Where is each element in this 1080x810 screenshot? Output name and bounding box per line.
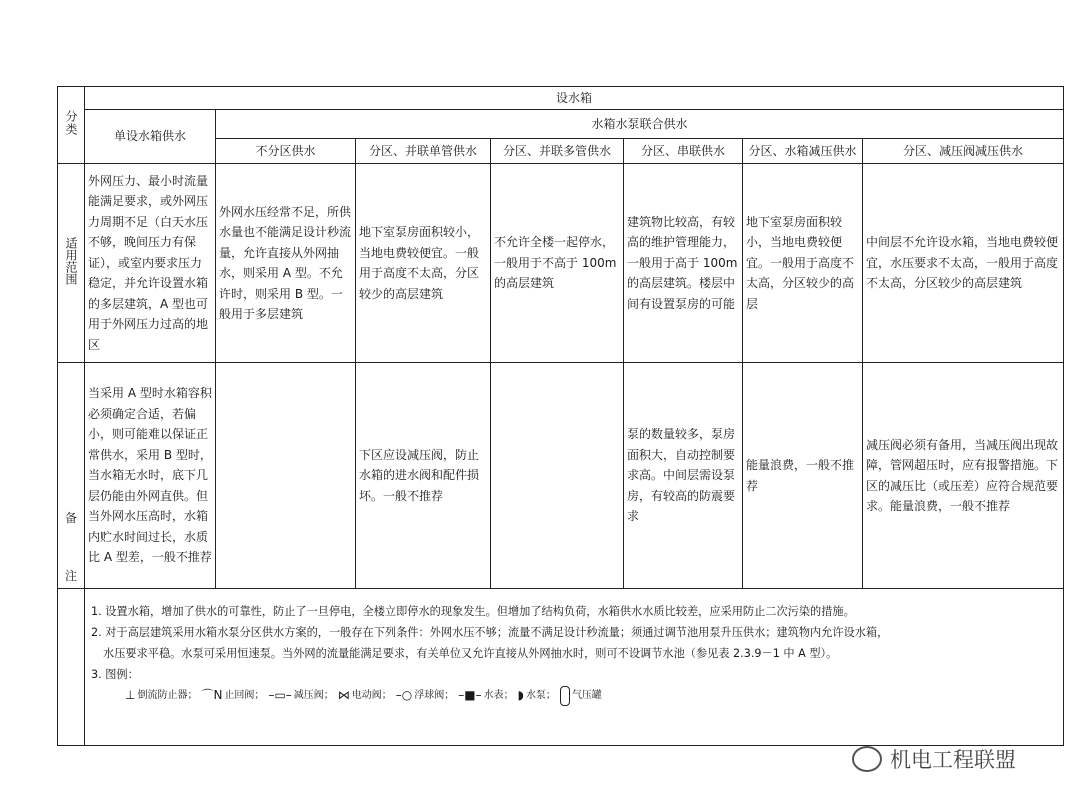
subcolumn-header: 分区、并联多管供水 xyxy=(491,139,624,164)
float-valve-icon: –○ xyxy=(395,688,413,702)
table-cell: 不允许全楼一起停水，一般用于不高于 100m 的高层建筑 xyxy=(491,164,624,363)
empty-cell xyxy=(58,589,85,746)
water-meter-icon: –■– xyxy=(458,688,482,702)
table-cell: 外网水压经常不足，所供水量也不能满足设计秒流量，允许直接从外网抽水，则采用 A 型。不允许时，则采用 B 型。一般用于多层建筑 xyxy=(216,164,356,363)
note-2-cont: 水压要求平稳。水泵可采用恒速泵。当外网的流量能满足要求，有关单位又允许直接从外网抽水时，则可不设调节水池（参见表 2.3.9－1 中 A 型）。 xyxy=(103,647,838,660)
electric-valve-icon: ⋈ xyxy=(337,688,350,702)
table-cell: 地下室泵房面积较小，当地电费较便宜。一般用于高度不太高，分区较少的高层 xyxy=(743,164,863,363)
table-row xyxy=(58,164,1064,363)
backflow-preventer-icon: ⊥ xyxy=(125,688,136,702)
table-row xyxy=(58,363,1064,589)
row-label-remarks: 备 注 xyxy=(58,363,85,589)
table-cell: 建筑物比较高，有较高的维护管理能力，一般用于高于 100m 的高层建筑。楼层中间有设置泵房的可能 xyxy=(624,164,743,363)
pressure-reducing-valve-icon: –▭– xyxy=(268,688,292,702)
table-cell: 外网压力、最小时流量能满足要求，或外网压力周期不足（白天水压不够，晚间压力有保证），或室内要求压力稳定，并允许设置水箱的多层建筑，A 型也可用于外网压力过高的地区 xyxy=(85,164,216,363)
subcolumn-header: 分区、减压阀减压供水 xyxy=(863,139,1064,164)
notes-section xyxy=(85,589,1064,746)
table-cell: 中间层不允许设水箱，当地电费较便宜，水压要求不太高，一般用于高度不太高，分区较少的高层建筑 xyxy=(863,164,1064,363)
watermark: 机电工程联盟 xyxy=(852,744,1016,774)
note-3: 3. 图例： xyxy=(91,668,139,681)
table-cell: 泵的数量较多，泵房面积大，自动控制要求高。中间层需设泵房，有较高的防震要求 xyxy=(624,363,743,589)
pressure-tank-icon xyxy=(560,686,570,706)
check-valve-icon: ⌒N xyxy=(201,688,223,702)
water-supply-comparison-table xyxy=(57,86,1064,746)
wechat-icon xyxy=(852,746,882,772)
subcolumn-header: 分区、并联单管供水 xyxy=(356,139,491,164)
table-cell: 能量浪费，一般不推荐 xyxy=(743,363,863,589)
row-label-scope: 适用范围 xyxy=(58,164,85,363)
table-cell: 地下室泵房面积较小，当地电费较便宜。一般用于高度不太高，分区较少的高层建筑 xyxy=(356,164,491,363)
table-cell: 当采用 A 型时水箱容积必须确定合适，若偏小，则可能难以保证正常供水，采用 B 型时，当水箱无水时，底下几层仍能由外网直供。但当外网水压高时，水箱内贮水时间过长，水质比 A 型差，一般不推荐 xyxy=(85,363,216,589)
legend: ⊥ 倒流防止器； ⌒N 止回阀； –▭– 减压阀； ⋈ 电动阀； –○ 浮球阀； –■– 水表； ◗ 水泵； 气压罐 xyxy=(91,685,1057,706)
note-1: 1. 设置水箱，增加了供水的可靠性，防止了一旦停电，全楼立即停水的现象发生。但增加了结构负荷，水箱供水水质比较差，应采用防止二次污染的措施。 xyxy=(91,605,855,618)
single-tank-header: 单设水箱供水 xyxy=(85,110,216,164)
water-pump-icon: ◗ xyxy=(517,688,524,702)
subcolumn-header: 不分区供水 xyxy=(216,139,356,164)
with-tank-header: 设水箱 xyxy=(85,87,1064,110)
category-header: 分类 xyxy=(58,87,85,164)
table-cell xyxy=(216,363,356,589)
subcolumn-header: 分区、水箱减压供水 xyxy=(743,139,863,164)
subcolumn-header: 分区、串联供水 xyxy=(624,139,743,164)
table-cell: 减压阀必须有备用，当减压阀出现故障，管网超压时，应有报警措施。下区的减压比（或压差）应符合规范要求。能量浪费，一般不推荐 xyxy=(863,363,1064,589)
table-cell: 下区应设减压阀，防止水箱的进水阀和配件损坏。一般不推荐 xyxy=(356,363,491,589)
note-2: 2. 对于高层建筑采用水箱水泵分区供水方案的，一般存在下列条件：外网水压不够；流量不满足设计秒流量；须通过调节池用泵升压供水；建筑物内允许设水箱， xyxy=(91,626,889,639)
combined-header: 水箱水泵联合供水 xyxy=(216,110,1064,139)
table-cell xyxy=(491,363,624,589)
